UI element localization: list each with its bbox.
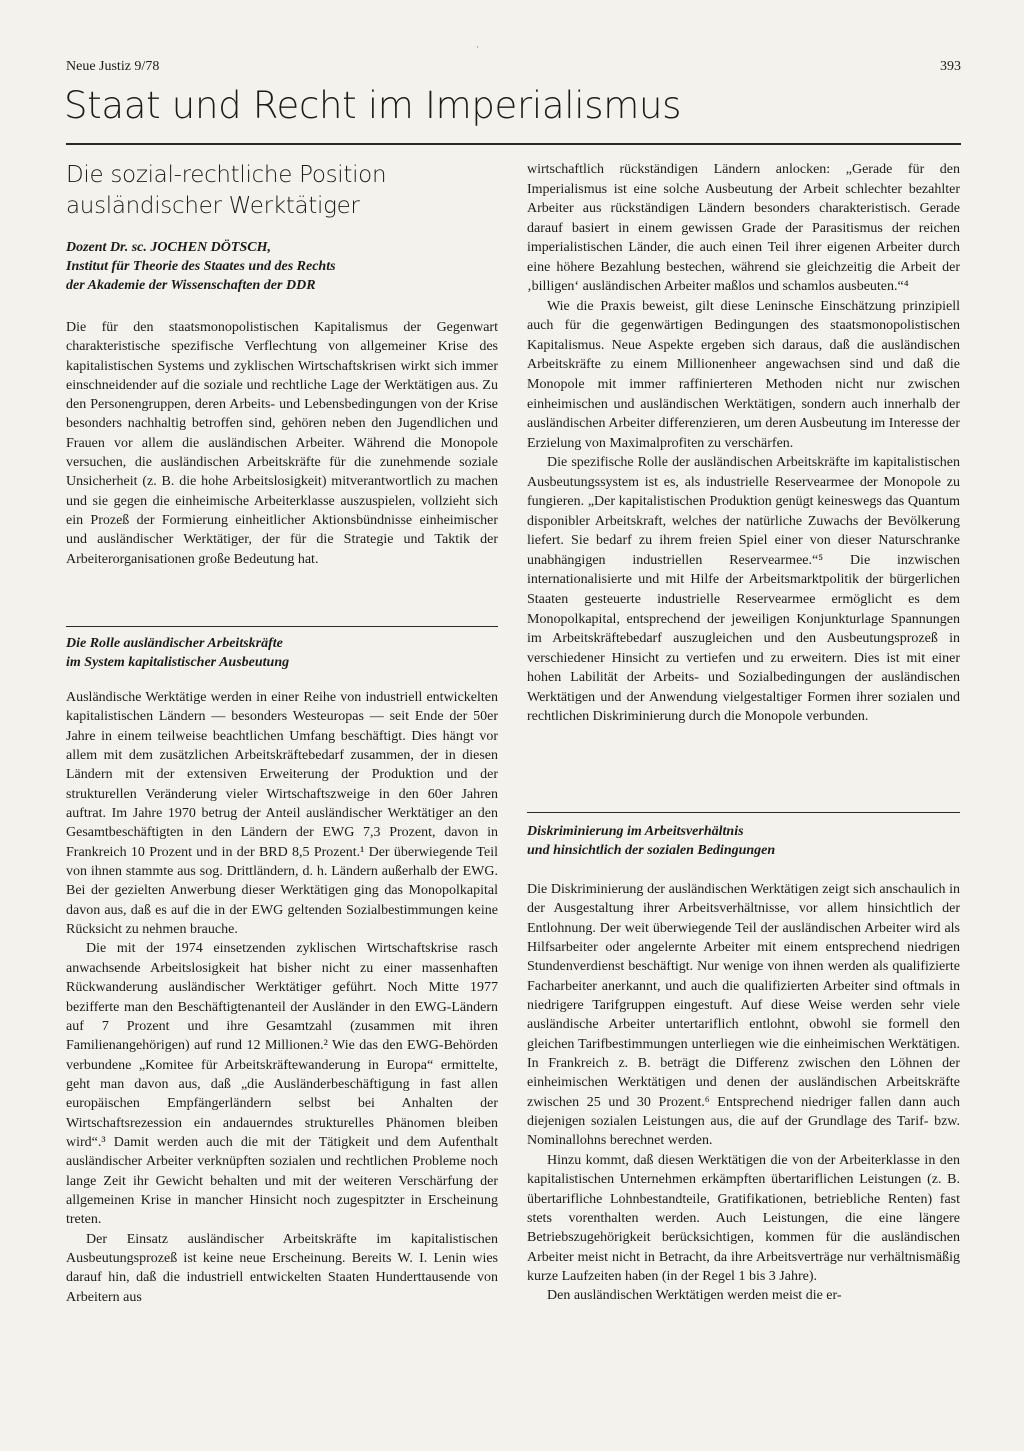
body-paragraph: Die spezifische Rolle der ausländischen Arbeitskräfte im kapitalistischen Ausbeutungssystem ist es, als industrielle Reservearmee der Monopole zu fungieren. „Der kapitalistischen Produktion genügt keineswegs das Quantum disponibler Arbeitskraft, welches der natürliche Zuwachs der Bevölkerung liefert. Sie bedarf zu ihrem freien Spiel einer von dieser Naturschranke unabhängigen industriellen Reservearmee.“⁵ Die inzwischen internationalisierte und mit Hilfe der Arbeitsmarktpolitik der bürgerlichen Staaten gesteuerte industrielle Reservearmee ermöglicht es dem Monopolkapital, entsprechend der jeweiligen Konjunkturlage Spannungen im Arbeitskräftebedarf auszugleichen und den Ausbeutungsprozeß in verschiedener Hinsicht zu vertiefen und zu erweitern. Dies ist mit einer hohen Labilität der Arbeits- und Sozialbedingungen der ausländischen Werktätigen und der Anwendung vielgestaltiger Formen ihrer sozialen und rechtlichen Diskriminierung durch die Monopole verbunden.	[527, 455, 960, 725]
left-column-body	[66, 688, 498, 1307]
body-paragraph: wirtschaftlich rückständigen Ländern anlocken: „Gerade für den Imperialismus ist eine solche Ausbeutung der Arbeit schlechter bezahlter Arbeiter aus rückständigen Ländern besonders charakteristisch. Gerade darauf basiert in einem gewissen Grade der Parasitismus der reichen imperialistischen Länder, die auch einen Teil ihrer eigenen Arbeiter durch eine höhere Bezahlung bestechen, während sie gleichzeitig die Arbeit der ‚billigen‘ ausländischen Arbeiter maßlos und schamlos ausbeuten.“⁴	[527, 162, 960, 295]
body-paragraph: Hinzu kommt, daß diesen Werktätigen die von der Arbeiterklasse in den kapitalistischen Unternehmen erkämpften übertariflichen Leistungen (z. B. übertarifliche Lohnbestandteile, Gratifikationen, betriebliche Renten) fast stets vorenthalten werden. Auch Leistungen, die eine längere Betriebszugehörigkeit berücksichtigen, kommen für die ausländischen Arbeiter meist nicht in Betracht, da ihre Arbeitsverträge nur verhältnismäßig kurze Laufzeiten haben (in der Regel 1 bis 3 Jahre).	[527, 1152, 960, 1284]
article-title-line: Die sozial-rechtliche Position	[66, 162, 387, 188]
section-title: Staat und Recht im Imperialismus	[64, 84, 682, 127]
subheading-line: im System kapitalistischer Ausbeutung	[66, 655, 290, 670]
lead-paragraph: Die für den staatsmonopolistischen Kapitalismus der Gegenwart charakteristische spezifische Verflechtung von allgemeiner Krise des kapitalistischen Systems und zyklischen Wirtschaftskrisen wirkt sich immer einschneidender auf die soziale und rechtliche Lage der Werktätigen aus. Zu den Personengruppen, deren Arbeits- und Lebensbedingungen von der Krise besonders nachhaltig betroffen sind, gehören neben den Jugendlichen und Frauen vor allem die ausländischen Arbeiter. Während die Monopole versuchen, die ausländischen Arbeitskräfte für die zunehmende soziale Unsicherheit (z. B. die hohe Arbeitslosigkeit) mitverantwortlich zu machen und sie gegen die einheimische Arbeiterklasse auszuspielen, vollzieht sich ein Prozeß der Formierung einheitlicher Aktionsbündnisse einheimischer und ausländischer Werktätiger, der für die Strategie und Taktik der Arbeiterorganisationen große Bedeutung hat.	[66, 320, 498, 567]
body-paragraph: Der Einsatz ausländischer Arbeitskräfte im kapitalistischen Ausbeutungsprozeß ist keine neue Erscheinung. Bereits W. I. Lenin wies darauf hin, daß die industriell entwickelten Staaten Hunderttausende von Arbeitern aus	[66, 1231, 498, 1305]
subheading	[527, 822, 960, 860]
right-column-top	[527, 160, 960, 727]
page-number: 393	[940, 59, 961, 74]
subheading	[66, 634, 498, 672]
author-affiliation: der Akademie der Wissenschaften der DDR	[66, 278, 316, 293]
scan-mark: ·	[476, 42, 479, 52]
article-title	[66, 160, 486, 222]
author-block	[66, 238, 496, 295]
author-name: Dozent Dr. sc. JOCHEN DÖTSCH,	[66, 240, 271, 255]
body-paragraph: Die mit der 1974 einsetzenden zyklischen Wirtschaftskrise rasch anwachsende Arbeitslosigkeit hat bisher nicht zu einer massenhaften Rückwanderung ausländischer Werktätiger geführt. Noch Mitte 1977 bezifferte man den Beschäftigtenanteil der Ausländer in den EWG-Ländern auf 7 Prozent und ihre Gesamtzahl (zusammen mit ihren Familienangehörigen) auf rund 12 Millionen.² Wie das den EWG-Behörden verbundene „Komitee für Arbeitskräftewanderung in Europa“ ermittelte, geht man davon aus, daß „die Ausländerbeschäftigung in fast allen europäischen Empfängerländern selbst bei Anhalten der Wirtschaftsrezession ein andauerndes strukturelles Phänomen bleiben wird“.³ Damit werden auch die mit der Tätigkeit und dem Aufenthalt ausländischer Arbeiter verknüpften sozialen und rechtlichen Probleme noch lange Zeit ihr Gewicht behalten und mit der weiteren Verschärfung der allgemeinen Krise in mancher Hinsicht noch zugespitzter in Erscheinung treten.	[66, 941, 498, 1228]
body-paragraph: Den ausländischen Werktätigen werden meist die er-	[547, 1288, 842, 1304]
subheading-line: Die Rolle ausländischer Arbeitskräfte	[66, 636, 283, 651]
running-head	[66, 56, 961, 78]
section-rule	[66, 143, 961, 145]
subheading-line: Diskriminierung im Arbeitsverhältnis	[527, 824, 744, 839]
article-title-line: ausländischer Werktätiger	[66, 193, 360, 219]
subhead-rule	[527, 812, 960, 813]
subheading-line: und hinsichtlich der sozialen Bedingungen	[527, 843, 776, 858]
subhead-rule	[66, 626, 498, 627]
body-paragraph: Wie die Praxis beweist, gilt diese Leninsche Einschätzung prinzipiell auch für die gegenwärtigen Bedingungen des staatsmonopolistischen Kapitalismus. Neue Aspekte ergeben sich daraus, daß die ausländischen Arbeitskräfte zu einem Millionenheer angewachsen sind und daß die Monopole mit immer raffinierteren Methoden nicht nur zwischen einheimischen und ausländischen Werktätigen, sondern auch innerhalb der ausländischen Arbeiter differenzieren, um deren Ausbeutung im Interesse der Erzielung von Maximalprofiten zu verschärfen.	[527, 298, 960, 451]
journal-reference: Neue Justiz 9/78	[66, 59, 160, 74]
right-column-bottom	[527, 880, 960, 1306]
author-affiliation: Institut für Theorie des Staates und des Rechts	[66, 259, 336, 274]
body-paragraph: Ausländische Werktätige werden in einer Reihe von industriell entwickelten kapitalistischen Ländern — besonders Westeuropas — seit Ende der 50er Jahre in einem teilweise beachtlichen Umfang beschäftigt. Dies hängt vor allem mit dem zusätzlichen Arbeitskräftebedarf zusammen, der in diesen Ländern mit der extensiven Erweiterung der Produktion und der strukturellen Veränderung vieler Wirtschaftszweige in den 60er Jahren auftrat. Im Jahre 1970 betrug der Anteil ausländischer Werktätiger an den Gesamtbeschäftigten in den Ländern der EWG 7,3 Prozent, davon in Frankreich 10 Prozent und in der BRD 8,5 Prozent.¹ Der überwiegende Teil von ihnen stammte aus sog. Drittländern, d. h. Ländern außerhalb der EWG. Bei der gezielten Anwerbung dieser Werktätigen ging das Monopolkapital davon aus, daß es auf die in der EWG geltenden Sozialbestimmungen keine Rücksicht zu nehmen brauche.	[66, 690, 498, 938]
lead-paragraph-column	[66, 318, 498, 569]
body-paragraph: Die Diskriminierung der ausländischen Werktätigen zeigt sich anschaulich in der Ausgestaltung ihrer Arbeitsverhältnisse, vor allem hinsichtlich der Entlohnung. Der weit überwiegende Teil der ausländischen Arbeiter wird als Hilfsarbeiter oder angelernte Arbeiter mit einem entsprechend niedrigen Stundenverdienst beschäftigt. Nur wenige von ihnen werden als qualifizierte Facharbeiter anerkannt, und auch die qualifizierten Arbeiter sind oftmals in niedrigere Tarifgruppen eingestuft. Auf diese Weise werden sehr viele ausländische Arbeiter untertariflich entlohnt, obwohl sie formell den gleichen Tarifbestimmungen unterliegen wie die einheimischen Werktätigen. In Frankreich z. B. beträgt die Differenz zwischen den Löhnen der einheimischen Werktätigen und denen der ausländischen Arbeitskräfte zwischen 25 und 30 Prozent.⁶ Entsprechend niedriger fallen dann auch diejenigen sozialen Leistungen aus, die auf der Grundlage des Tarif- bzw. Nominallohns berechnet werden.	[527, 882, 960, 1149]
